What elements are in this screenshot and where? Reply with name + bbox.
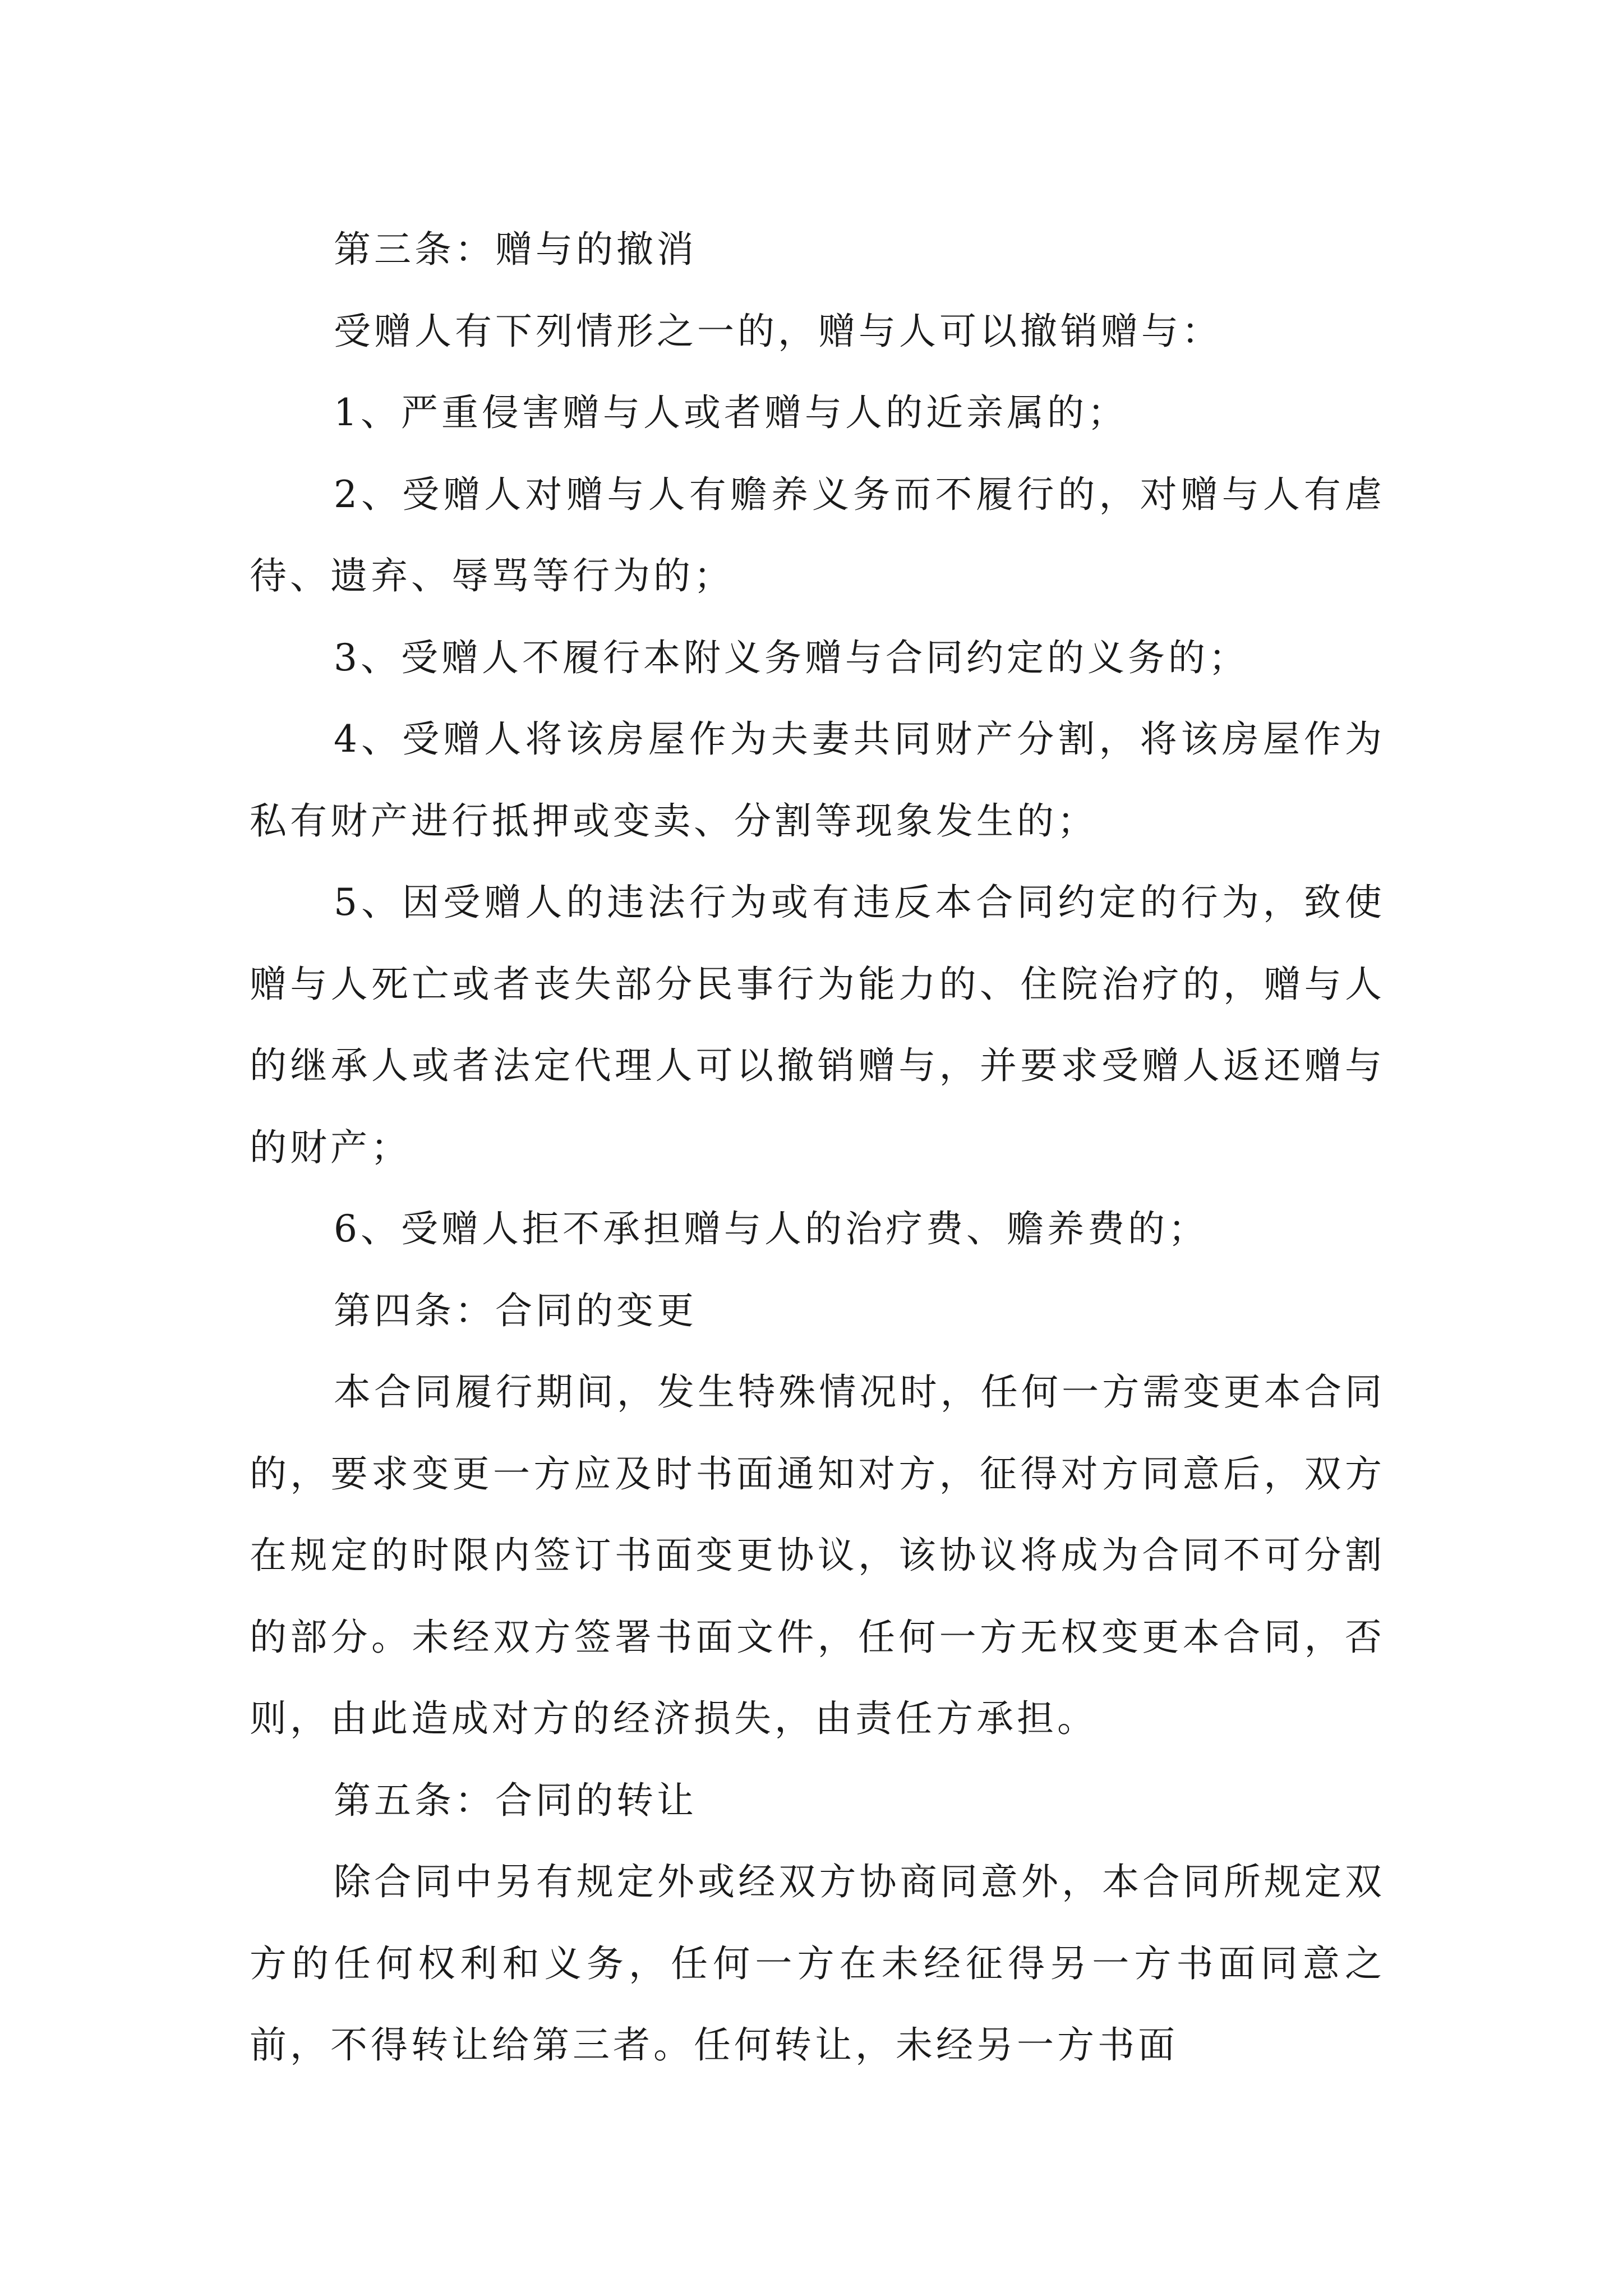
list-item: 3、受赠人不履行本附义务赠与合同约定的义务的； xyxy=(334,636,1249,679)
list-item: 4、受赠人将该房屋作为夫妻共同财产分割，将该房屋作为私有财产进行抵押或变卖、分割等现象发生的； xyxy=(250,717,1385,843)
article-4-heading: 第四条：合同的变更 xyxy=(334,1289,697,1332)
paragraph: 受赠人有下列情形之一的，赠与人可以撤销赠与： xyxy=(334,309,1222,353)
paragraph: 除合同中另有规定外或经双方协商同意外，本合同所规定双方的任何权利和义务，任何一方在未经征得另一方书面同意之前，不得转让给第三者。任何转让，未经另一方书面 xyxy=(250,1860,1385,2067)
article-3-heading: 第三条：赠与的撤消 xyxy=(334,228,697,271)
article-5-heading: 第五条：合同的转让 xyxy=(334,1778,697,1822)
list-item: 6、受赠人拒不承担赠与人的治疗费、赡养费的； xyxy=(334,1207,1209,1250)
paragraph: 本合同履行期间，发生特殊情况时，任何一方需变更本合同的，要求变更一方应及时书面通知对方，征得对方同意后，双方在规定的时限内签订书面变更协议，该协议将成为合同不可分割的部分。未经双方签署书面文件，任何一方无权变更本合同，否则，由此造成对方的经济损失，由责任方承担。 xyxy=(250,1370,1385,1740)
list-item: 1、严重侵害赠与人或者赠与人的近亲属的； xyxy=(334,391,1128,434)
document-body xyxy=(250,209,1385,2086)
list-item: 5、因受赠人的违法行为或有违反本合同约定的行为，致使赠与人死亡或者丧失部分民事行为能力的、住院治疗的，赠与人的继承人或者法定代理人可以撤销赠与，并要求受赠人返还赠与的财产； xyxy=(250,881,1385,1169)
list-item: 2、受赠人对赠与人有赡养义务而不履行的，对赠与人有虐待、遗弃、辱骂等行为的； xyxy=(250,472,1385,597)
